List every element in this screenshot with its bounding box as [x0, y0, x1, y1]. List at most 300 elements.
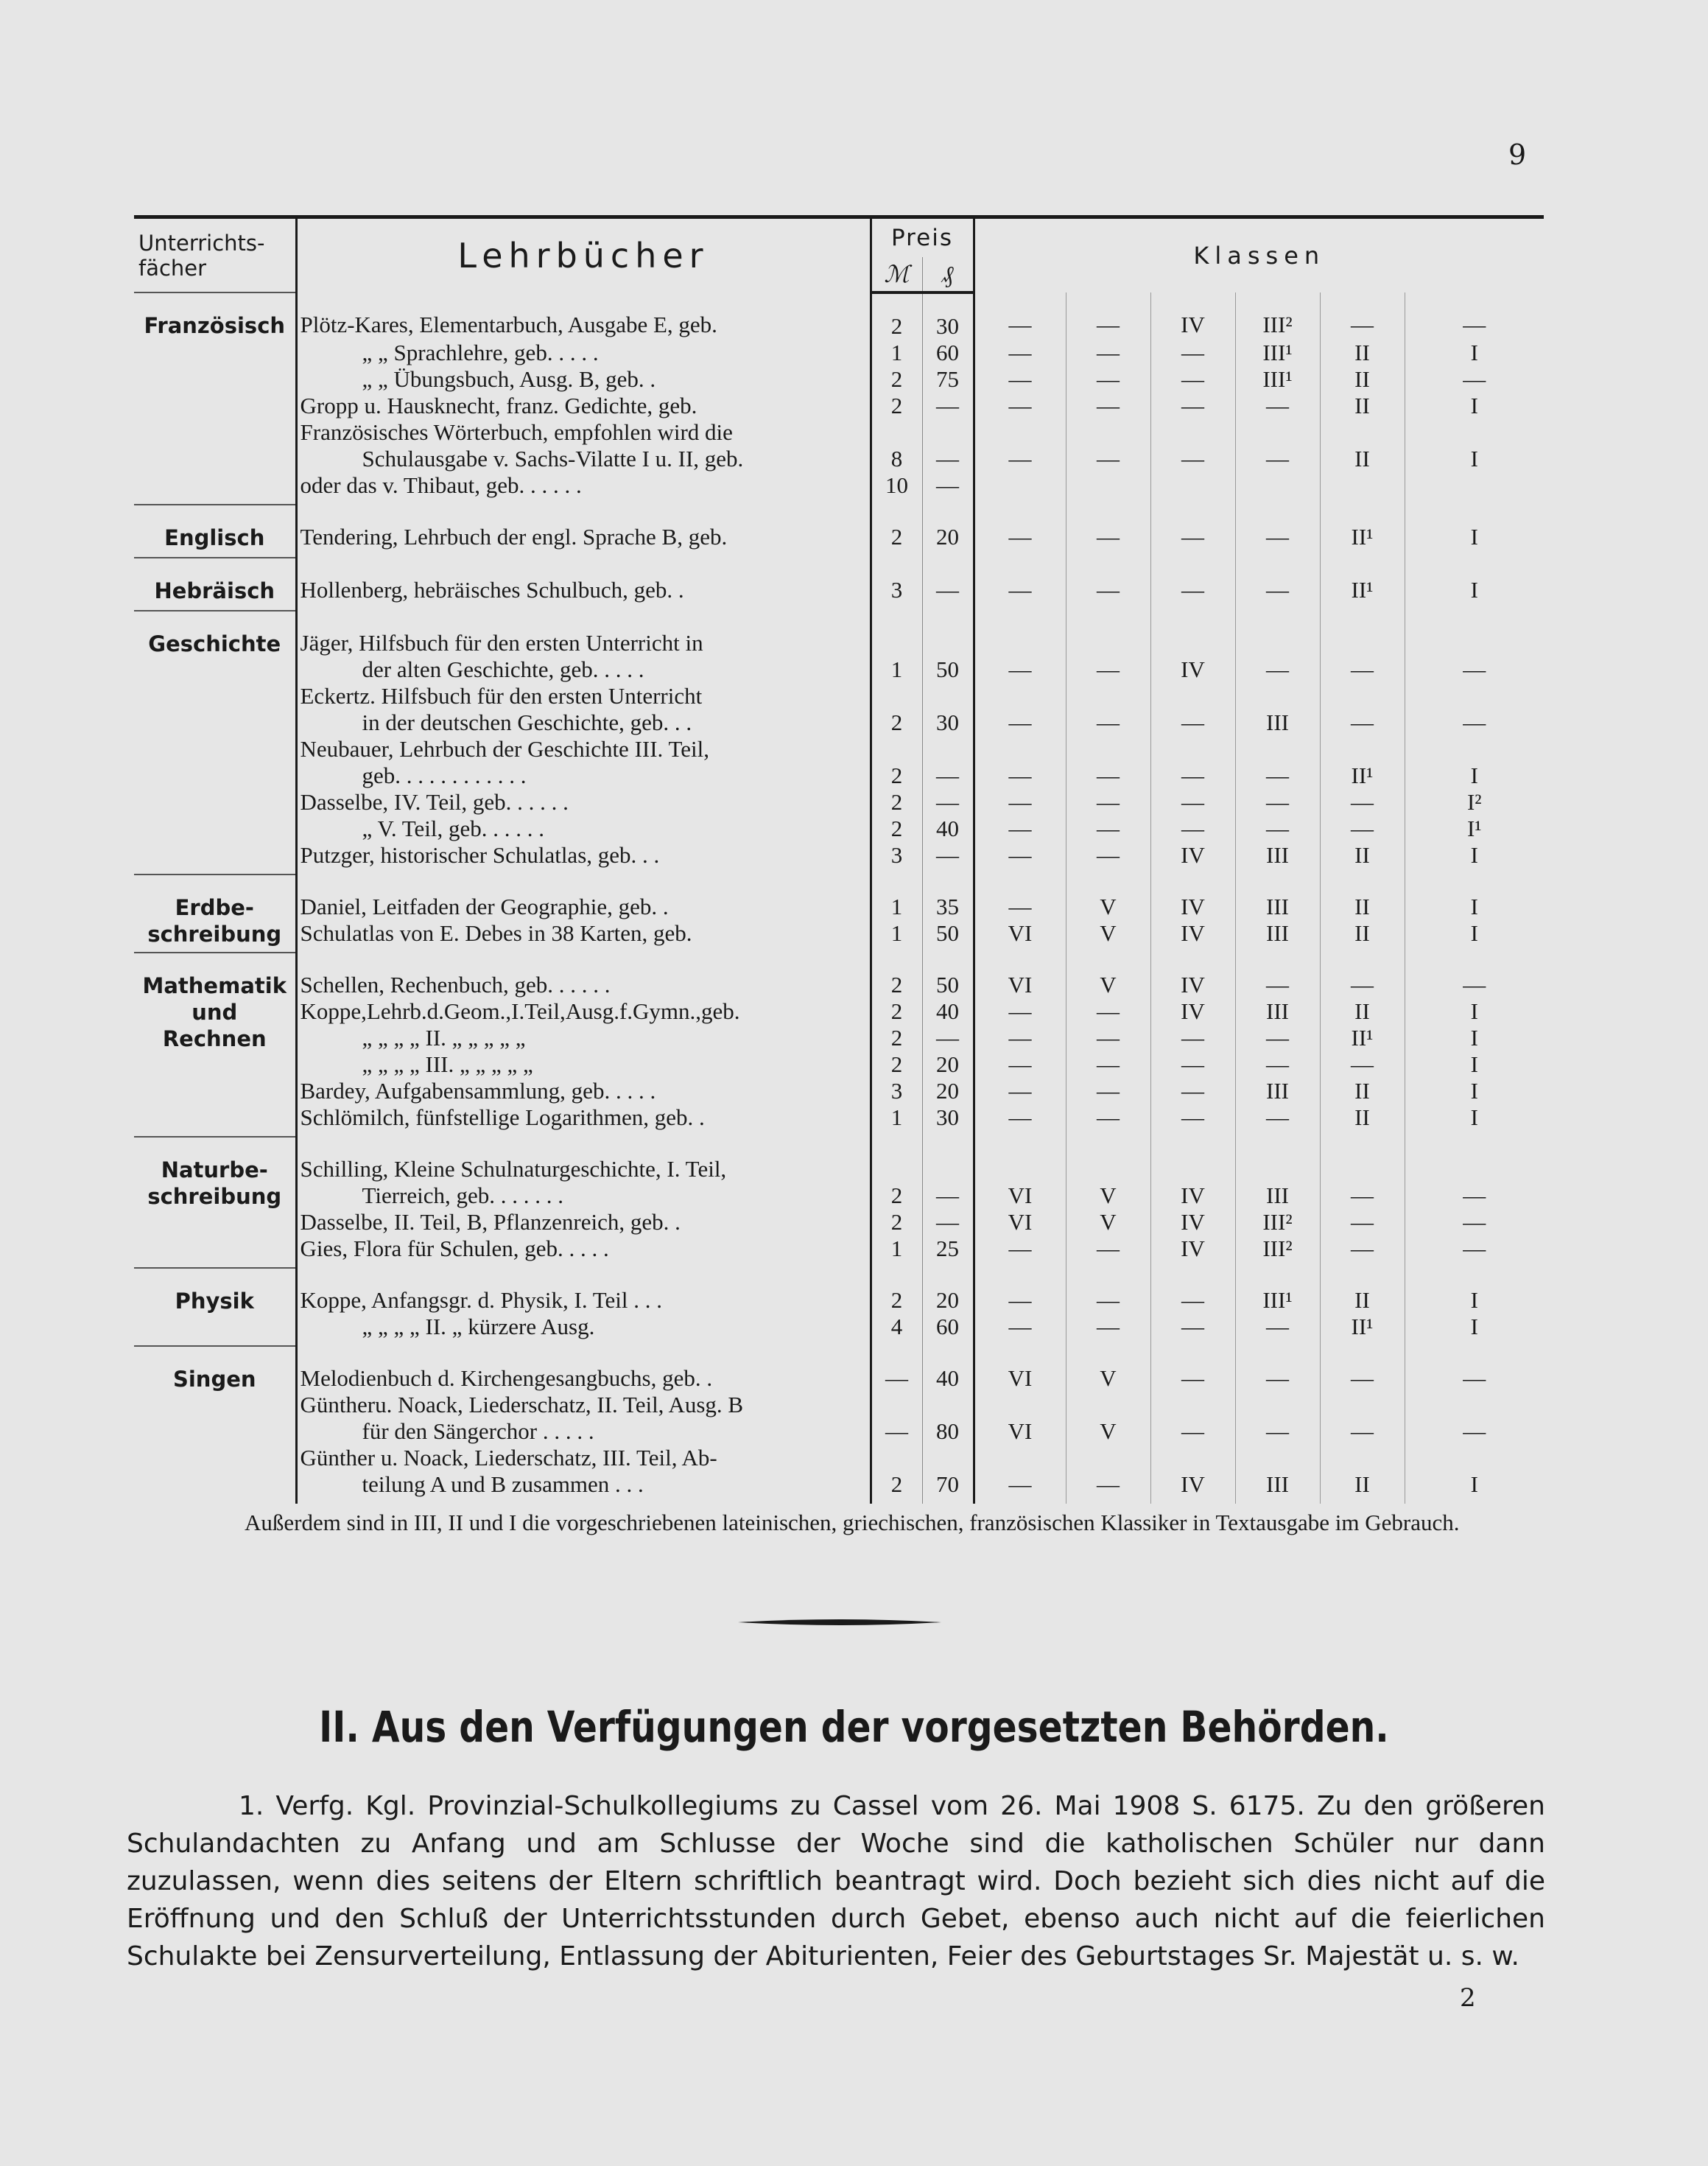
- class-cell: VI: [1008, 920, 1033, 946]
- class-cell: II: [1320, 446, 1405, 472]
- class-cell: —: [1008, 1471, 1032, 1497]
- class-cell: —: [1320, 1418, 1405, 1445]
- class-cell: —: [1235, 656, 1320, 683]
- class-cell: —: [1066, 763, 1150, 789]
- class-cell: —: [1150, 709, 1235, 736]
- class-cell: —: [1320, 1051, 1405, 1078]
- class-cell: [1320, 1137, 1405, 1182]
- class-cell: —: [1320, 789, 1405, 816]
- class-cell: [1405, 419, 1544, 446]
- class-cell: V: [1066, 953, 1150, 998]
- class-cell: —: [1066, 292, 1150, 340]
- class-cell: [1405, 611, 1544, 656]
- class-cell: II: [1320, 875, 1405, 920]
- price-pfennig: 50: [922, 953, 974, 998]
- table-row: [134, 472, 1544, 505]
- class-cell: I: [1405, 1268, 1544, 1314]
- price-mark: 1: [871, 656, 922, 683]
- class-cell: V: [1066, 1418, 1150, 1445]
- class-cell: —: [1150, 1051, 1235, 1078]
- class-cell: II: [1320, 366, 1405, 393]
- decree-paragraph: 1. Verfg. Kgl. Provinzial-Schulkollegiums zu Cassel vom 26. Mai 1908 S. 6175. Zu den größeren Schulandachten zu Anfang und am Schlusse der Woche sind die katholischen Schüler nur dann zuzulassen, wenn dies seitens der Eltern schriftlich beantragt wird. Doch bezieht sich dies nicht auf die Eröffnung und den Schluß der Unterrichtsstunden durch Gebet, ebenso auch nicht auf die feierlichen Schulakte bei Zensurverteilung, Entlassung der Abiturienten, Feier des Geburtstages Sr. Majestät u. s. w.: [127, 1791, 1545, 1972]
- textbook-title: Koppe, Anfangsgr. d. Physik, I. Teil . . .: [296, 1268, 871, 1314]
- price-pfennig: —: [922, 472, 974, 505]
- price-pfennig: [922, 683, 974, 709]
- price-pfennig: [922, 1445, 974, 1471]
- class-cell: —: [1150, 1314, 1235, 1346]
- class-cell: I: [1405, 446, 1544, 472]
- price-pfennig: —: [922, 1209, 974, 1236]
- class-cell: III: [1235, 709, 1320, 736]
- table-row: [134, 875, 1544, 920]
- class-cell: —: [1405, 709, 1544, 736]
- table-row: [134, 1137, 1544, 1182]
- class-cell: IV: [1150, 292, 1235, 340]
- textbook-title: Jäger, Hilfsbuch für den ersten Unterricht in: [296, 611, 871, 656]
- table-row: [134, 1445, 1544, 1471]
- class-cell: —: [1008, 656, 1032, 682]
- class-cell: I: [1405, 1471, 1544, 1504]
- table-row: [134, 446, 1544, 472]
- textbook-title: in der deutschen Geschichte, geb. . .: [296, 709, 871, 736]
- table-row: [134, 683, 1544, 709]
- table-row: [134, 656, 1544, 683]
- subject-cell: Naturbe- schreibung: [134, 1137, 296, 1268]
- class-cell: [1150, 611, 1235, 656]
- price-pfennig: 30: [922, 1104, 974, 1137]
- class-cell: II¹: [1320, 558, 1405, 611]
- class-cell: —: [1405, 366, 1544, 393]
- price-pfennig: —: [922, 763, 974, 789]
- class-cell: [1320, 611, 1405, 656]
- textbook-title: Gropp u. Hausknecht, franz. Gedichte, geb.: [296, 393, 871, 419]
- class-cell: [1405, 472, 1544, 505]
- class-cell: —: [1066, 998, 1150, 1025]
- class-cell: —: [1405, 656, 1544, 683]
- class-cell: [974, 1445, 1066, 1471]
- class-cell: I: [1405, 558, 1544, 611]
- price-pfennig: 20: [922, 1051, 974, 1078]
- class-cell: III: [1235, 875, 1320, 920]
- class-cell: I: [1405, 393, 1544, 419]
- table-row: [134, 611, 1544, 656]
- class-cell: —: [1008, 340, 1032, 365]
- class-cell: —: [1066, 340, 1150, 366]
- class-cell: [1066, 1137, 1150, 1182]
- textbook-title: Schulausgabe v. Sachs-Vilatte I u. II, geb.: [296, 446, 871, 472]
- price-mark: 1: [871, 920, 922, 953]
- class-cell: —: [1235, 1418, 1320, 1445]
- price-pfennig: 25: [922, 1236, 974, 1268]
- class-cell: IV: [1150, 1236, 1235, 1268]
- class-cell: —: [1150, 789, 1235, 816]
- textbook-title: „ „ „ „ II. „ kürzere Ausg.: [296, 1314, 871, 1346]
- price-mark: 2: [871, 953, 922, 998]
- class-cell: III¹: [1235, 1268, 1320, 1314]
- class-cell: [1320, 683, 1405, 709]
- price-mark: [871, 611, 922, 656]
- class-cell: I: [1405, 505, 1544, 558]
- textbook-title: Plötz-Kares, Elementarbuch, Ausgabe E, geb.: [296, 292, 871, 340]
- table-row: [134, 763, 1544, 789]
- class-cell: [1150, 472, 1235, 505]
- classes-header: Klassen: [974, 217, 1544, 293]
- class-cell: [974, 472, 1066, 505]
- section-divider-ornament: [738, 1618, 941, 1627]
- price-pfennig: 35: [922, 875, 974, 920]
- class-cell: —: [1150, 446, 1235, 472]
- class-cell: [1320, 419, 1405, 446]
- textbook-table: [134, 215, 1544, 1504]
- class-cell: [1066, 736, 1150, 763]
- class-cell: I: [1405, 763, 1544, 789]
- class-cell: —: [1008, 393, 1032, 418]
- class-cell: —: [1235, 1346, 1320, 1392]
- class-cell: II: [1320, 1268, 1405, 1314]
- class-cell: [1150, 1137, 1235, 1182]
- class-cell: I: [1405, 998, 1544, 1025]
- class-cell: [974, 1137, 1066, 1182]
- textbook-title: teilung A und B zusammen . . .: [296, 1471, 871, 1504]
- price-pfennig: —: [922, 446, 974, 472]
- class-cell: —: [1320, 1346, 1405, 1392]
- table-row: [134, 366, 1544, 393]
- textbook-title: Güntheru. Noack, Liederschatz, II. Teil, Ausg. B: [296, 1392, 871, 1418]
- class-cell: II: [1320, 998, 1405, 1025]
- class-cell: III²: [1235, 1209, 1320, 1236]
- class-cell: [1235, 1445, 1320, 1471]
- class-cell: VI: [1008, 1209, 1033, 1235]
- class-cell: [1405, 1392, 1544, 1418]
- class-cell: —: [1008, 1287, 1032, 1313]
- class-cell: —: [1320, 816, 1405, 842]
- class-cell: —: [1320, 1236, 1405, 1268]
- price-mark: 2: [871, 789, 922, 816]
- price-pfennig: 30: [922, 292, 974, 340]
- table-row: [134, 1392, 1544, 1418]
- price-mark: 1: [871, 875, 922, 920]
- textbook-title: Dasselbe, IV. Teil, geb. . . . . .: [296, 789, 871, 816]
- table-row: [134, 1314, 1544, 1346]
- class-cell: —: [1066, 709, 1150, 736]
- classics-note: Außerdem sind in III, II und I die vorgeschriebenen lateinischen, griechischen, französischen Klassiker in Textausgabe im Gebrauch.: [245, 1510, 1460, 1535]
- table-body: [134, 292, 1544, 1504]
- table-row: [134, 292, 1544, 340]
- class-cell: —: [1066, 1025, 1150, 1051]
- class-cell: [1150, 1392, 1235, 1418]
- class-cell: II: [1320, 1471, 1405, 1504]
- class-cell: [1405, 1445, 1544, 1471]
- class-cell: —: [1320, 709, 1405, 736]
- class-cell: —: [1008, 842, 1032, 868]
- price-pfennig: [922, 1392, 974, 1418]
- class-cell: II: [1320, 920, 1405, 953]
- table-row: [134, 1104, 1544, 1137]
- price-mark: 3: [871, 842, 922, 875]
- table-row: [134, 736, 1544, 763]
- textbook-title: Günther u. Noack, Liederschatz, III. Teil, Ab-: [296, 1445, 871, 1471]
- class-cell: —: [1066, 1314, 1150, 1346]
- price-pfennig: 20: [922, 1268, 974, 1314]
- class-cell: II: [1320, 1078, 1405, 1104]
- class-cell: —: [1008, 709, 1032, 735]
- textbook-title: Bardey, Aufgabensammlung, geb. . . . .: [296, 1078, 871, 1104]
- table-row: [134, 953, 1544, 998]
- class-cell: III: [1235, 1182, 1320, 1209]
- textbook-title: geb. . . . . . . . . . . .: [296, 763, 871, 789]
- price-mark: 3: [871, 558, 922, 611]
- class-cell: [1235, 419, 1320, 446]
- class-cell: IV: [1150, 1471, 1235, 1504]
- class-cell: —: [1405, 953, 1544, 998]
- class-cell: II: [1320, 842, 1405, 875]
- mark-header: ℳ: [871, 257, 922, 292]
- textbook-title: Melodienbuch d. Kirchengesangbuchs, geb. .: [296, 1346, 871, 1392]
- class-cell: II¹: [1320, 505, 1405, 558]
- textbook-title: Schlömilch, fünfstellige Logarithmen, geb. .: [296, 1104, 871, 1137]
- class-cell: —: [1150, 1346, 1235, 1392]
- textbook-title: Neubauer, Lehrbuch der Geschichte III. Teil,: [296, 736, 871, 763]
- textbook-title: Koppe,Lehrb.d.Geom.,I.Teil,Ausg.f.Gymn.,geb.: [296, 998, 871, 1025]
- class-cell: [1320, 1392, 1405, 1418]
- price-header: Preis: [871, 217, 974, 258]
- class-cell: —: [1008, 1236, 1032, 1261]
- class-cell: V: [1066, 920, 1150, 953]
- price-mark: 3: [871, 1078, 922, 1104]
- class-cell: III¹: [1235, 340, 1320, 366]
- class-cell: II: [1320, 393, 1405, 419]
- class-cell: —: [1008, 816, 1032, 841]
- class-cell: III²: [1235, 1236, 1320, 1268]
- class-cell: —: [1066, 842, 1150, 875]
- class-cell: —: [1008, 1051, 1032, 1077]
- class-cell: [1066, 611, 1150, 656]
- section-heading: II. Aus den Verfügungen der vorgesetzten Behörden.: [319, 1702, 1389, 1752]
- class-cell: I: [1405, 1314, 1544, 1346]
- class-cell: —: [1235, 953, 1320, 998]
- subjects-header: Unterrichts- fächer: [134, 217, 296, 293]
- sheet-signature: 2: [1460, 1983, 1476, 2013]
- class-cell: —: [1150, 1104, 1235, 1137]
- class-cell: III: [1235, 1078, 1320, 1104]
- class-cell: —: [1008, 789, 1032, 815]
- price-pfennig: 40: [922, 816, 974, 842]
- table-row: [134, 1078, 1544, 1104]
- class-cell: —: [1008, 1314, 1032, 1339]
- class-cell: [1150, 736, 1235, 763]
- class-cell: —: [1008, 894, 1032, 919]
- class-cell: —: [1008, 1078, 1032, 1104]
- table-row: [134, 1346, 1544, 1392]
- class-cell: —: [1235, 558, 1320, 611]
- price-mark: 2: [871, 1471, 922, 1504]
- class-cell: I: [1405, 1051, 1544, 1078]
- class-cell: —: [1066, 1236, 1150, 1268]
- price-mark: [871, 419, 922, 446]
- price-pfennig: 20: [922, 505, 974, 558]
- class-cell: —: [1150, 816, 1235, 842]
- class-cell: III¹: [1235, 366, 1320, 393]
- price-mark: 2: [871, 1209, 922, 1236]
- class-cell: —: [1405, 1346, 1544, 1392]
- textbook-title: oder das v. Thibaut, geb. . . . . .: [296, 472, 871, 505]
- class-cell: II: [1320, 340, 1405, 366]
- class-cell: VI: [1008, 1182, 1033, 1208]
- class-cell: —: [1066, 1051, 1150, 1078]
- price-mark: 2: [871, 998, 922, 1025]
- class-cell: —: [1008, 366, 1032, 392]
- table-row: [134, 816, 1544, 842]
- class-cell: [974, 1392, 1066, 1418]
- table-row: [134, 1209, 1544, 1236]
- class-cell: [1405, 736, 1544, 763]
- page-number: 9: [1508, 139, 1527, 171]
- class-cell: V: [1066, 1346, 1150, 1392]
- subject-cell: Hebräisch: [134, 558, 296, 611]
- price-mark: 2: [871, 1025, 922, 1051]
- class-cell: —: [1320, 656, 1405, 683]
- class-cell: VI: [1008, 1418, 1033, 1444]
- table-row: [134, 998, 1544, 1025]
- class-cell: I¹: [1405, 816, 1544, 842]
- class-cell: [1150, 419, 1235, 446]
- class-cell: I: [1405, 875, 1544, 920]
- textbook-title: für den Sängerchor . . . . .: [296, 1418, 871, 1445]
- class-cell: IV: [1150, 875, 1235, 920]
- class-cell: IV: [1150, 920, 1235, 953]
- class-cell: [1405, 1137, 1544, 1182]
- price-mark: 2: [871, 709, 922, 736]
- price-pfennig: 40: [922, 1346, 974, 1392]
- class-cell: —: [1150, 763, 1235, 789]
- class-cell: [974, 611, 1066, 656]
- class-cell: II¹: [1320, 1314, 1405, 1346]
- class-cell: —: [1150, 340, 1235, 366]
- class-cell: IV: [1150, 1209, 1235, 1236]
- price-pfennig: 60: [922, 1314, 974, 1346]
- class-cell: —: [1008, 1025, 1032, 1051]
- price-pfennig: 20: [922, 1078, 974, 1104]
- price-mark: 8: [871, 446, 922, 472]
- class-cell: II¹: [1320, 1025, 1405, 1051]
- class-cell: [1320, 1445, 1405, 1471]
- class-cell: [1066, 1445, 1150, 1471]
- textbook-title: „ „ Übungsbuch, Ausg. B, geb. .: [296, 366, 871, 393]
- class-cell: II: [1320, 1104, 1405, 1137]
- textbook-title: Gies, Flora für Schulen, geb. . . . .: [296, 1236, 871, 1268]
- class-cell: IV: [1150, 1182, 1235, 1209]
- price-pfennig: —: [922, 558, 974, 611]
- price-mark: 1: [871, 1236, 922, 1268]
- class-cell: —: [1235, 1051, 1320, 1078]
- table-row: [134, 709, 1544, 736]
- price-pfennig: —: [922, 842, 974, 875]
- class-cell: VI: [1008, 972, 1033, 998]
- subject-cell: Geschichte: [134, 611, 296, 875]
- textbook-title: Eckertz. Hilfsbuch für den ersten Unterricht: [296, 683, 871, 709]
- price-mark: [871, 683, 922, 709]
- class-cell: III: [1235, 842, 1320, 875]
- class-cell: —: [1320, 1209, 1405, 1236]
- table-row: [134, 505, 1544, 558]
- class-cell: —: [1405, 1209, 1544, 1236]
- textbook-title: Schellen, Rechenbuch, geb. . . . . .: [296, 953, 871, 998]
- class-cell: —: [1150, 1268, 1235, 1314]
- class-cell: —: [1235, 763, 1320, 789]
- class-cell: —: [1066, 558, 1150, 611]
- price-pfennig: 75: [922, 366, 974, 393]
- class-cell: [1320, 472, 1405, 505]
- subject-cell: Englisch: [134, 505, 296, 558]
- pfennig-header: ₰: [922, 257, 974, 292]
- subject-cell: Physik: [134, 1268, 296, 1346]
- class-cell: —: [1008, 312, 1032, 337]
- subject-cell: Französisch: [134, 292, 296, 505]
- price-pfennig: —: [922, 393, 974, 419]
- price-mark: 2: [871, 816, 922, 842]
- price-pfennig: 40: [922, 998, 974, 1025]
- price-mark: 2: [871, 505, 922, 558]
- class-cell: I: [1405, 1078, 1544, 1104]
- class-cell: —: [1066, 393, 1150, 419]
- textbook-title: „ „ „ „ II. „ „ „ „ „: [296, 1025, 871, 1051]
- class-cell: [1235, 683, 1320, 709]
- textbook-title: „ V. Teil, geb. . . . . .: [296, 816, 871, 842]
- price-pfennig: —: [922, 1182, 974, 1209]
- class-cell: [1150, 1445, 1235, 1471]
- table-row: [134, 842, 1544, 875]
- class-cell: —: [1008, 524, 1032, 550]
- class-cell: III: [1235, 920, 1320, 953]
- price-pfennig: [922, 1137, 974, 1182]
- class-cell: —: [1008, 577, 1032, 603]
- price-mark: 2: [871, 763, 922, 789]
- class-cell: —: [1066, 1471, 1150, 1504]
- table-row: [134, 558, 1544, 611]
- class-cell: V: [1066, 1182, 1150, 1209]
- price-pfennig: 80: [922, 1418, 974, 1445]
- class-cell: III: [1235, 1471, 1320, 1504]
- price-mark: —: [871, 1418, 922, 1445]
- class-cell: I: [1405, 1025, 1544, 1051]
- class-cell: —: [1405, 1182, 1544, 1209]
- textbook-title: der alten Geschichte, geb. . . . .: [296, 656, 871, 683]
- textbooks-header: Lehrbücher: [296, 217, 871, 293]
- price-pfennig: 50: [922, 656, 974, 683]
- class-cell: —: [1150, 1025, 1235, 1051]
- class-cell: —: [1008, 763, 1032, 788]
- price-pfennig: [922, 419, 974, 446]
- class-cell: [974, 736, 1066, 763]
- class-cell: —: [1235, 1104, 1320, 1137]
- class-cell: IV: [1150, 842, 1235, 875]
- class-cell: III: [1235, 998, 1320, 1025]
- class-cell: [1066, 683, 1150, 709]
- table-row: [134, 920, 1544, 953]
- textbook-title: Dasselbe, II. Teil, B, Pflanzenreich, geb. .: [296, 1209, 871, 1236]
- class-cell: [1235, 611, 1320, 656]
- class-cell: —: [1405, 292, 1544, 340]
- class-cell: I²: [1405, 789, 1544, 816]
- class-cell: I: [1405, 340, 1544, 366]
- class-cell: [974, 683, 1066, 709]
- class-cell: —: [1066, 1268, 1150, 1314]
- price-mark: [871, 736, 922, 763]
- class-cell: —: [1066, 505, 1150, 558]
- table-row: [134, 1025, 1544, 1051]
- class-cell: —: [1066, 816, 1150, 842]
- class-cell: [1066, 472, 1150, 505]
